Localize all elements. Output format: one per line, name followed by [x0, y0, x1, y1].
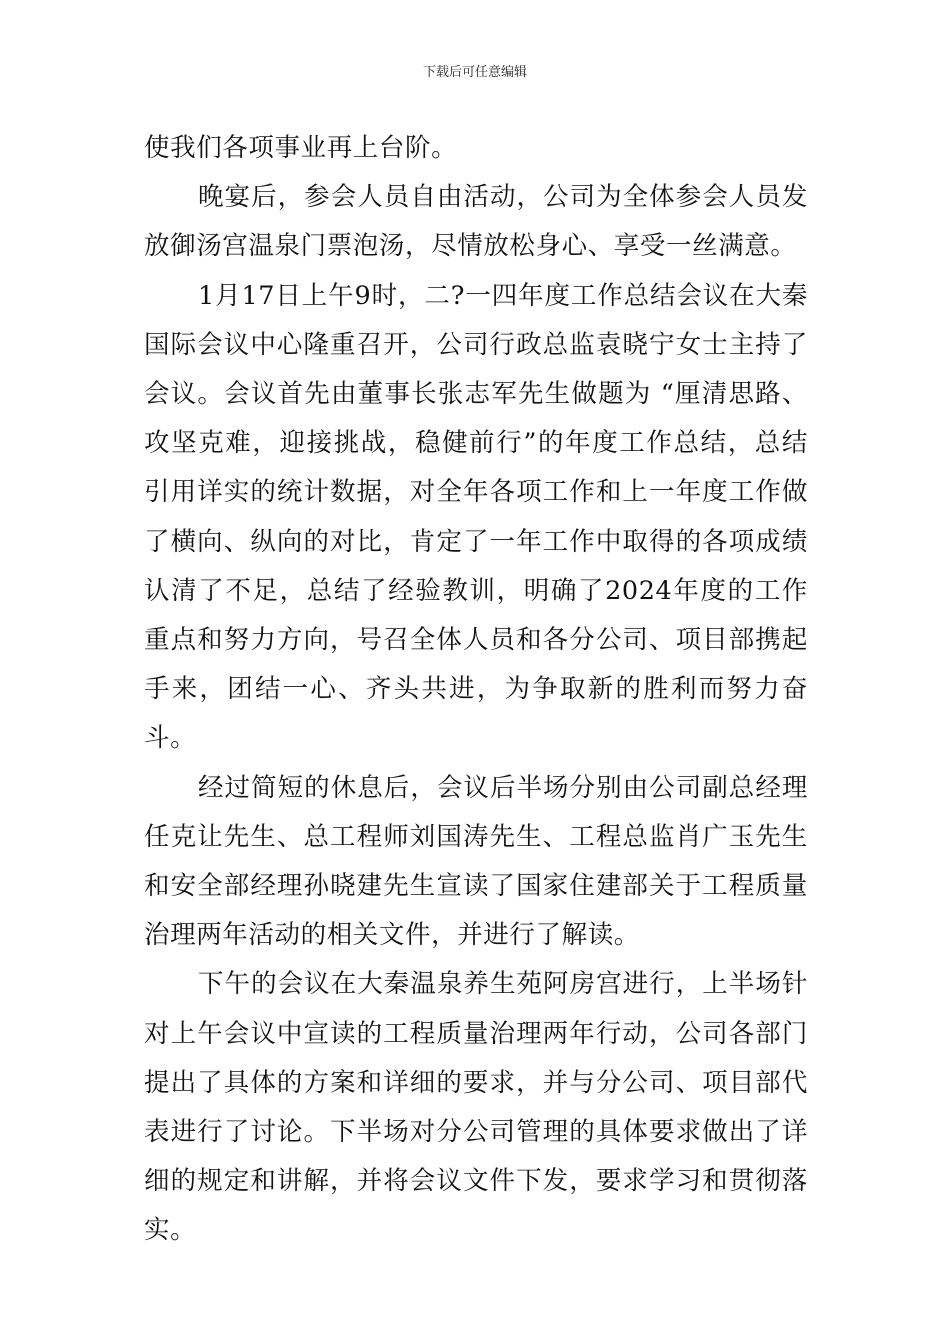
paragraph-2: 晚宴后，参会人员自由活动，公司为全体参会人员发放御汤宫温泉门票泡汤，尽情放松身心、享受一丝满意。: [144, 182, 808, 262]
paragraph-1: 使我们各项事业再上台阶。: [144, 133, 458, 163]
paragraph-5: 下午的会议在大秦温泉养生苑阿房宫进行，上半场针对上午会议中宣读的工程质量治理两年行动，公司各部门提出了具体的方案和详细的要求，并与分公司、项目部代表进行了讨论。下半场对分公司管理的具体要求做出了详细的规定和讲解，并将会议文件下发，要求学习和贯彻落实。: [144, 969, 808, 1246]
page-header: 下载后可任意编辑: [422, 65, 527, 80]
paragraph-4: 经过简短的休息后，会议后半场分别由公司副总经理任克让先生、总工程师刘国涛先生、工程总监肖广玉先生和安全部经理孙晓建先生宣读了国家住建部关于工程质量治理两年活动的相关文件，并进行了解读。: [144, 772, 808, 951]
paragraph-3: 1月17日上午9时，二?一四年度工作总结会议在大秦国际会议中心隆重召开，公司行政总监袁晓宁女士主持了会议。会议首先由董事长张志军先生做题为 “厘清思路、攻坚克难，迎接挑战，稳健前行”的年度工作总结，总结引用详实的统计数据，对全年各项工作和上一年度工作做了横向、纵向的对比，肯定了一年工作中取得的各项成绩认清了不足，总结了经验教训，明确了2024年度的工作重点和努力方向，号召全体人员和各分公司、项目部携起手来，团结一心、齐头共进，为争取新的胜利而努力奋斗。: [144, 280, 808, 754]
document-body: [144, 124, 808, 1256]
